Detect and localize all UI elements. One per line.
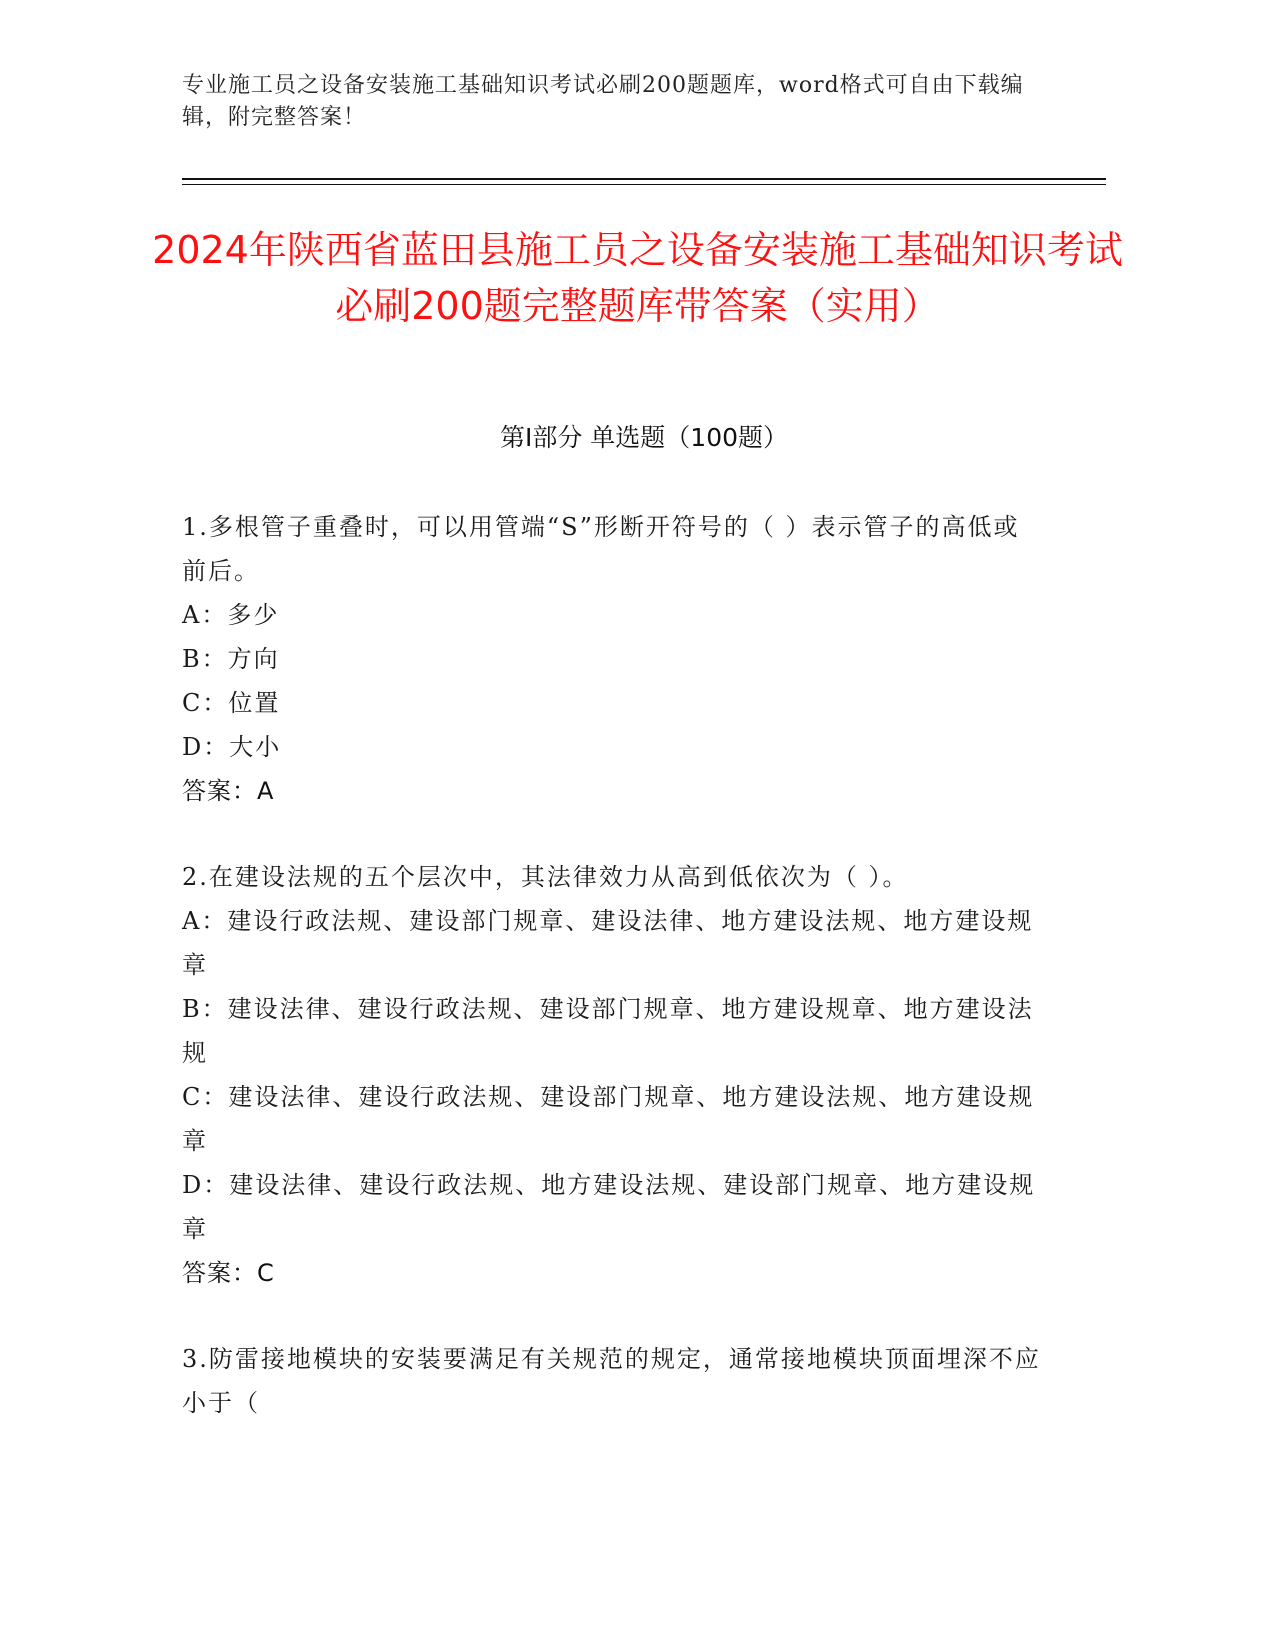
option-c: C：位置 [182, 689, 281, 717]
question-stem: 1.多根管子重叠时，可以用管端“S”形断开符号的（ ）表示管子的高低或前后。 [182, 513, 1020, 585]
question-1 [182, 505, 1042, 813]
question-list [182, 505, 1042, 1467]
header-rule-thin [182, 184, 1106, 185]
option-b: B：建设法律、建设行政法规、建设部门规章、地方建设规章、地方建设法规 [182, 995, 1034, 1067]
option-a: A：多少 [182, 601, 280, 629]
option-d: D：大小 [182, 733, 282, 761]
answer: 答案：C [182, 1259, 275, 1287]
section-title: 第I部分 单选题（100题） [499, 423, 789, 452]
header-note: 专业施工员之设备安装施工基础知识考试必刷200题题库，word格式可自由下载编辑，附完整答案！ [182, 73, 1024, 130]
answer: 答案：A [182, 777, 275, 805]
question-stem: 2.在建设法规的五个层次中，其法律效力从高到低依次为（ ）。 [182, 863, 909, 891]
question-2 [182, 855, 1042, 1295]
option-a: A：建设行政法规、建设部门规章、建设法律、地方建设法规、地方建设规章 [182, 907, 1034, 979]
option-c: C：建设法律、建设行政法规、建设部门规章、地方建设法规、地方建设规章 [182, 1083, 1035, 1155]
document-title: 2024年陕西省蓝田县施工员之设备安装施工基础知识考试必刷200题完整题库带答案（实用） [152, 228, 1123, 328]
header-rule-thick [182, 178, 1106, 180]
option-d: D：建设法律、建设行政法规、地方建设法规、建设部门规章、地方建设规章 [182, 1171, 1036, 1243]
question-stem: 3.防雷接地模块的安装要满足有关规范的规定，通常接地模块顶面埋深不应小于（ [182, 1345, 1041, 1417]
option-b: B：方向 [182, 645, 280, 673]
question-3 [182, 1337, 1042, 1425]
